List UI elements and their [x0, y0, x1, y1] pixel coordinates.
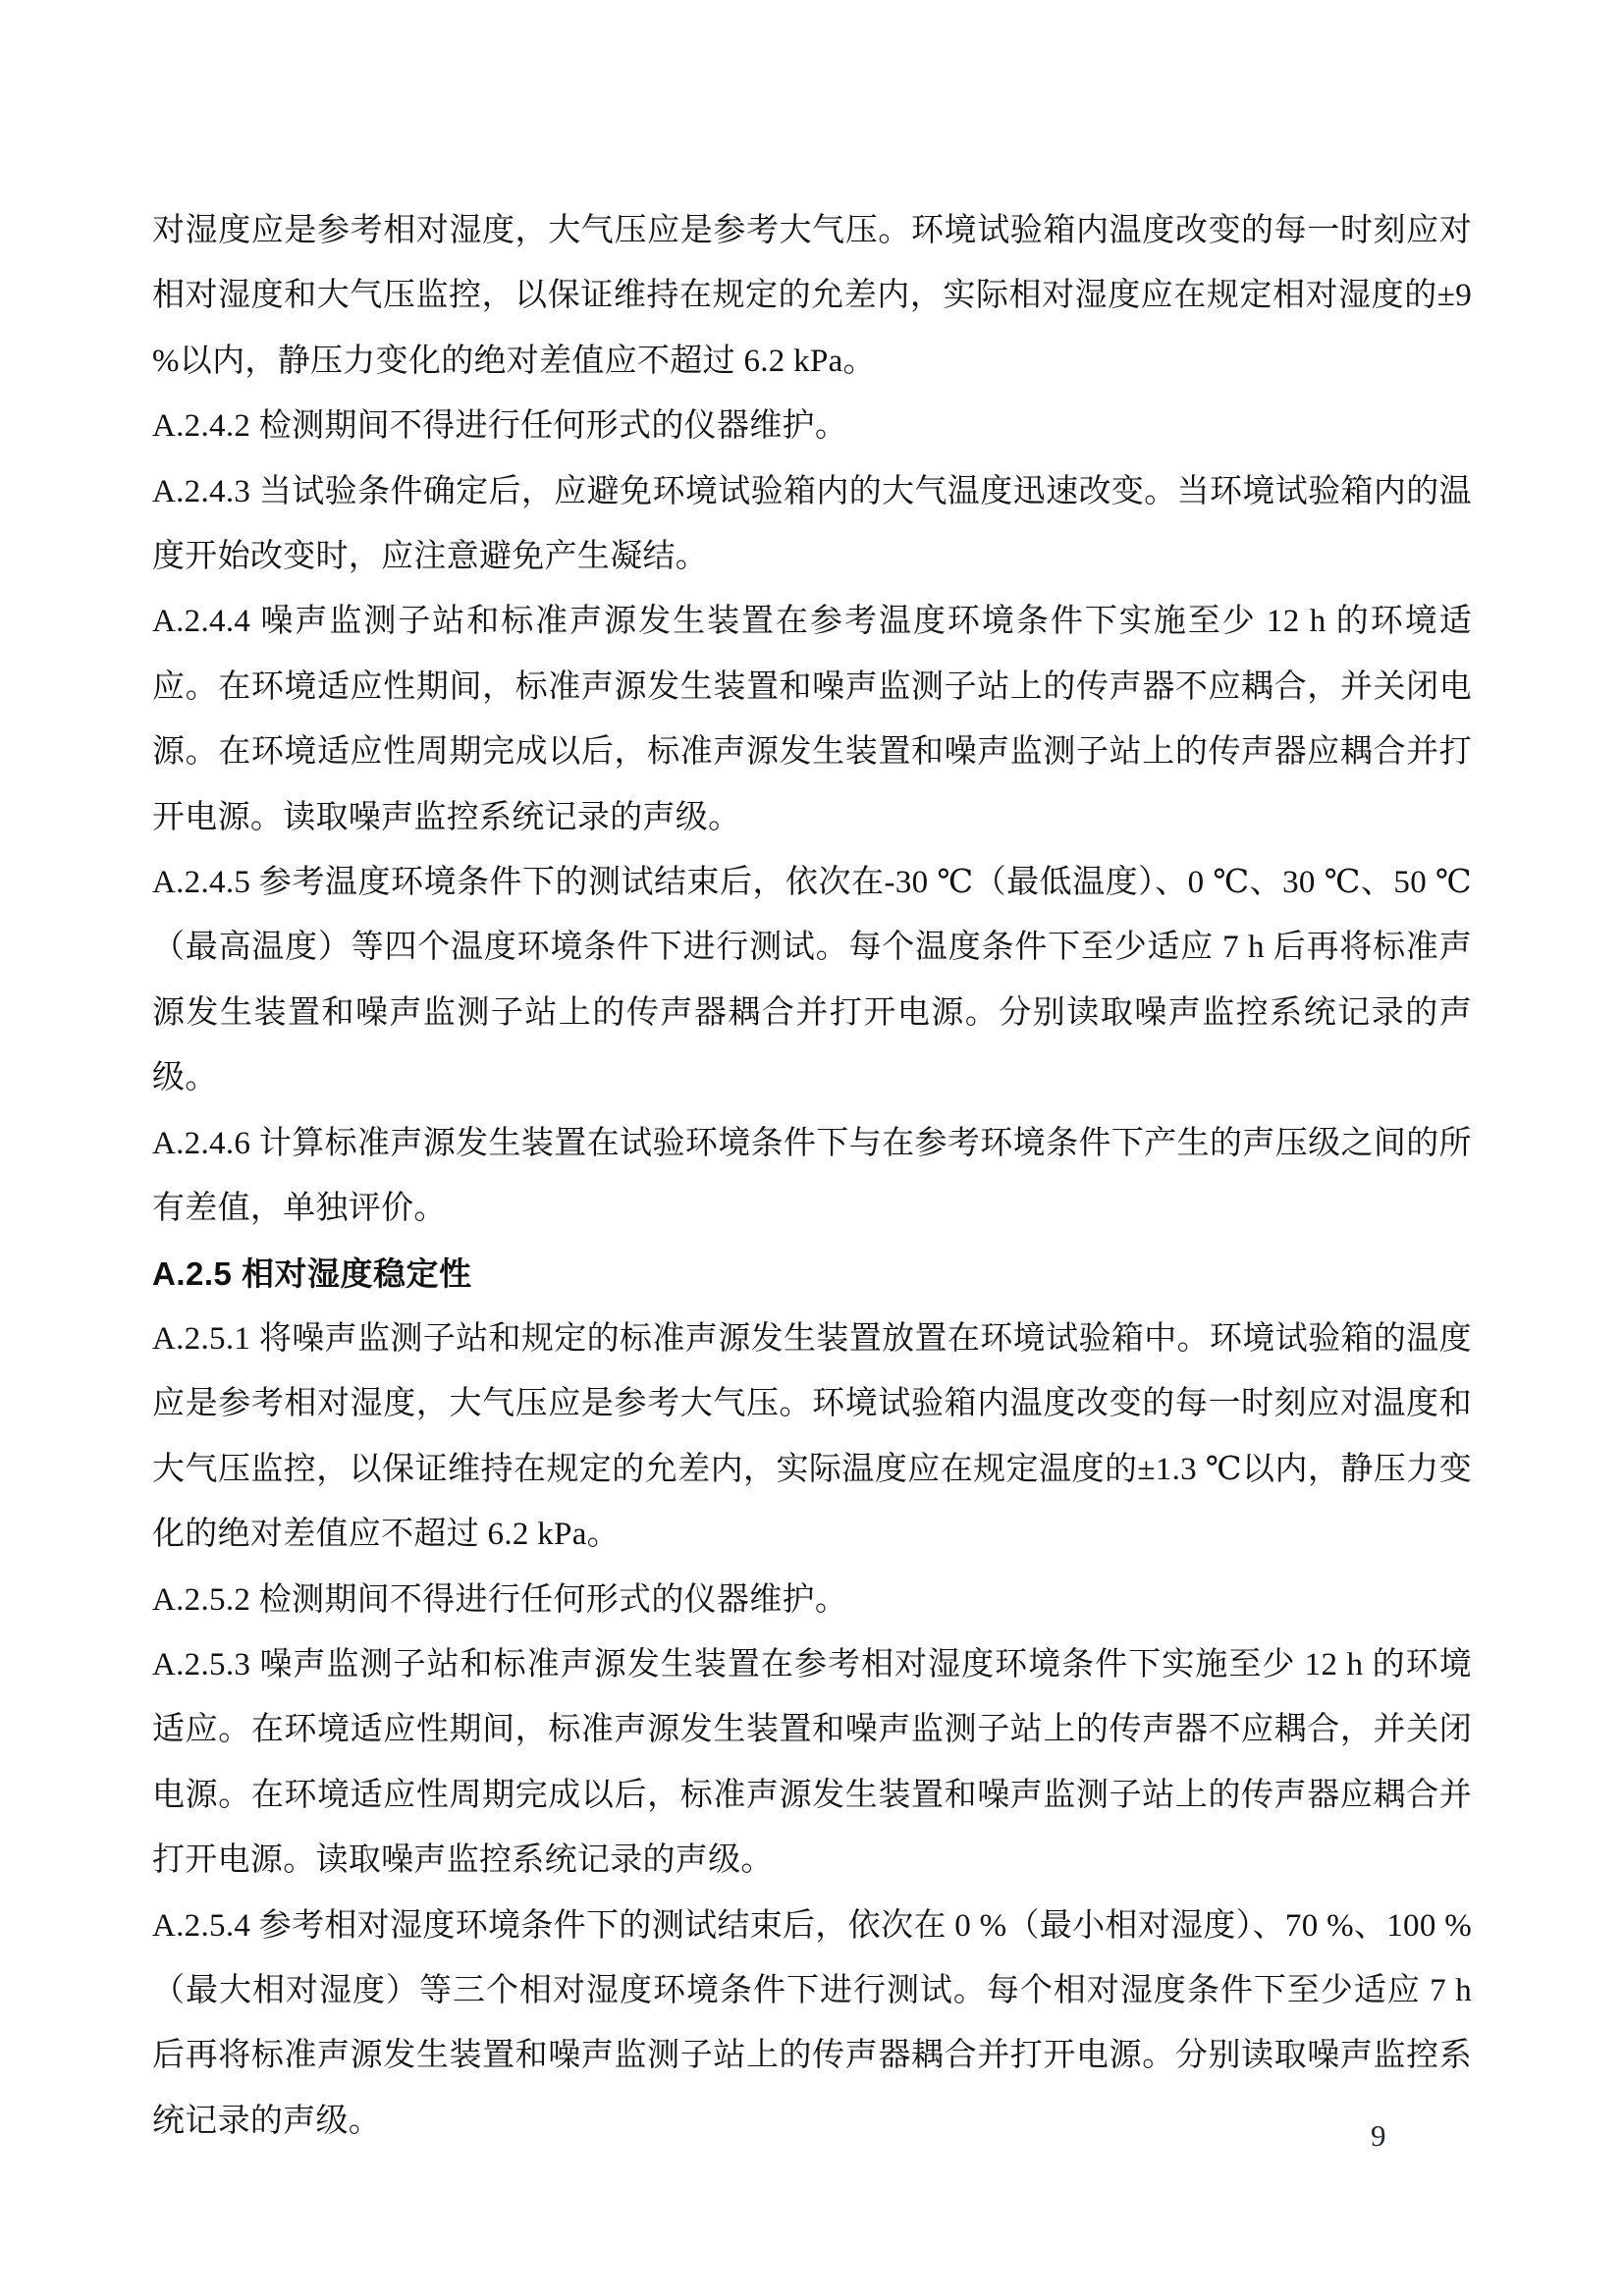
paragraph: A.2.5.4 参考相对湿度环境条件下的测试结束后，依次在 0 %（最小相对湿度）、70 %、100 %（最大相对湿度）等三个相对湿度环境条件下进行测试。每个相对湿度条件下至少适应 7 h 后再将标准声源发生装置和噪声监测子站上的传声器耦合并打开电源。分别读取噪声监控系统记录的声级。: [152, 1907, 1472, 2139]
paragraph: A.2.5.1 将噪声监测子站和规定的标准声源发生装置放置在环境试验箱中。环境试验箱的温度应是参考相对湿度，大气压应是参考大气压。环境试验箱内温度改变的每一时刻应对温度和大气压监控，以保证维持在规定的允差内，实际温度应在规定温度的±1.3 ℃以内，静压力变化的绝对差值应不超过 6.2 kPa。: [152, 1320, 1472, 1553]
paragraph: A.2.4.6 计算标准声源发生装置在试验环境条件下与在参考环境条件下产生的声压级之间的所有差值，单独评价。: [152, 1125, 1472, 1227]
paragraph: A.2.4.4 噪声监测子站和标准声源发生装置在参考温度环境条件下实施至少 12 h 的环境适应。在环境适应性期间，标准声源发生装置和噪声监测子站上的传声器不应耦合，并关闭电源。在环境适应性周期完成以后，标准声源发生装置和噪声监测子站上的传声器应耦合并打开电源。读取噪声监控系统记录的声级。: [152, 604, 1472, 835]
section-heading: A.2.5 相对湿度稳定性: [152, 1255, 472, 1292]
paragraph: A.2.5.3 噪声监测子站和标准声源发生装置在参考相对湿度环境条件下实施至少 12 h 的环境适应。在环境适应性期间，标准声源发生装置和噪声监测子站上的传声器不应耦合，并关闭电源。在环境适应性周期完成以后，标准声源发生装置和噪声监测子站上的传声器应耦合并打开电源。读取噪声监控系统记录的声级。: [152, 1646, 1472, 1879]
page-number: 9: [1371, 2118, 1386, 2153]
paragraph: A.2.4.2 检测期间不得进行任何形式的仪器维护。: [152, 408, 848, 445]
paragraph: A.2.4.5 参考温度环境条件下的测试结束后，依次在-30 ℃（最低温度）、0 ℃、30 ℃、50 ℃（最高温度）等四个温度环境条件下进行测试。每个温度条件下至少适应 7 h 后再将标准声源发生装置和噪声监测子站上的传声器耦合并打开电源。分别读取噪声监控系统记录的声级。: [152, 865, 1472, 1096]
document-body: [152, 198, 1472, 2154]
paragraph: A.2.5.2 检测期间不得进行任何形式的仪器维护。: [152, 1581, 848, 1618]
paragraph: A.2.4.3 当试验条件确定后，应避免环境试验箱内的大气温度迅速改变。当环境试验箱内的温度开始改变时，应注意避免产生凝结。: [152, 473, 1472, 575]
paragraph: 对湿度应是参考相对湿度，大气压应是参考大气压。环境试验箱内温度改变的每一时刻应对相对湿度和大气压监控，以保证维持在规定的允差内，实际相对湿度应在规定相对湿度的±9 %以内，静压力变化的绝对差值应不超过 6.2 kPa。: [152, 213, 1472, 379]
